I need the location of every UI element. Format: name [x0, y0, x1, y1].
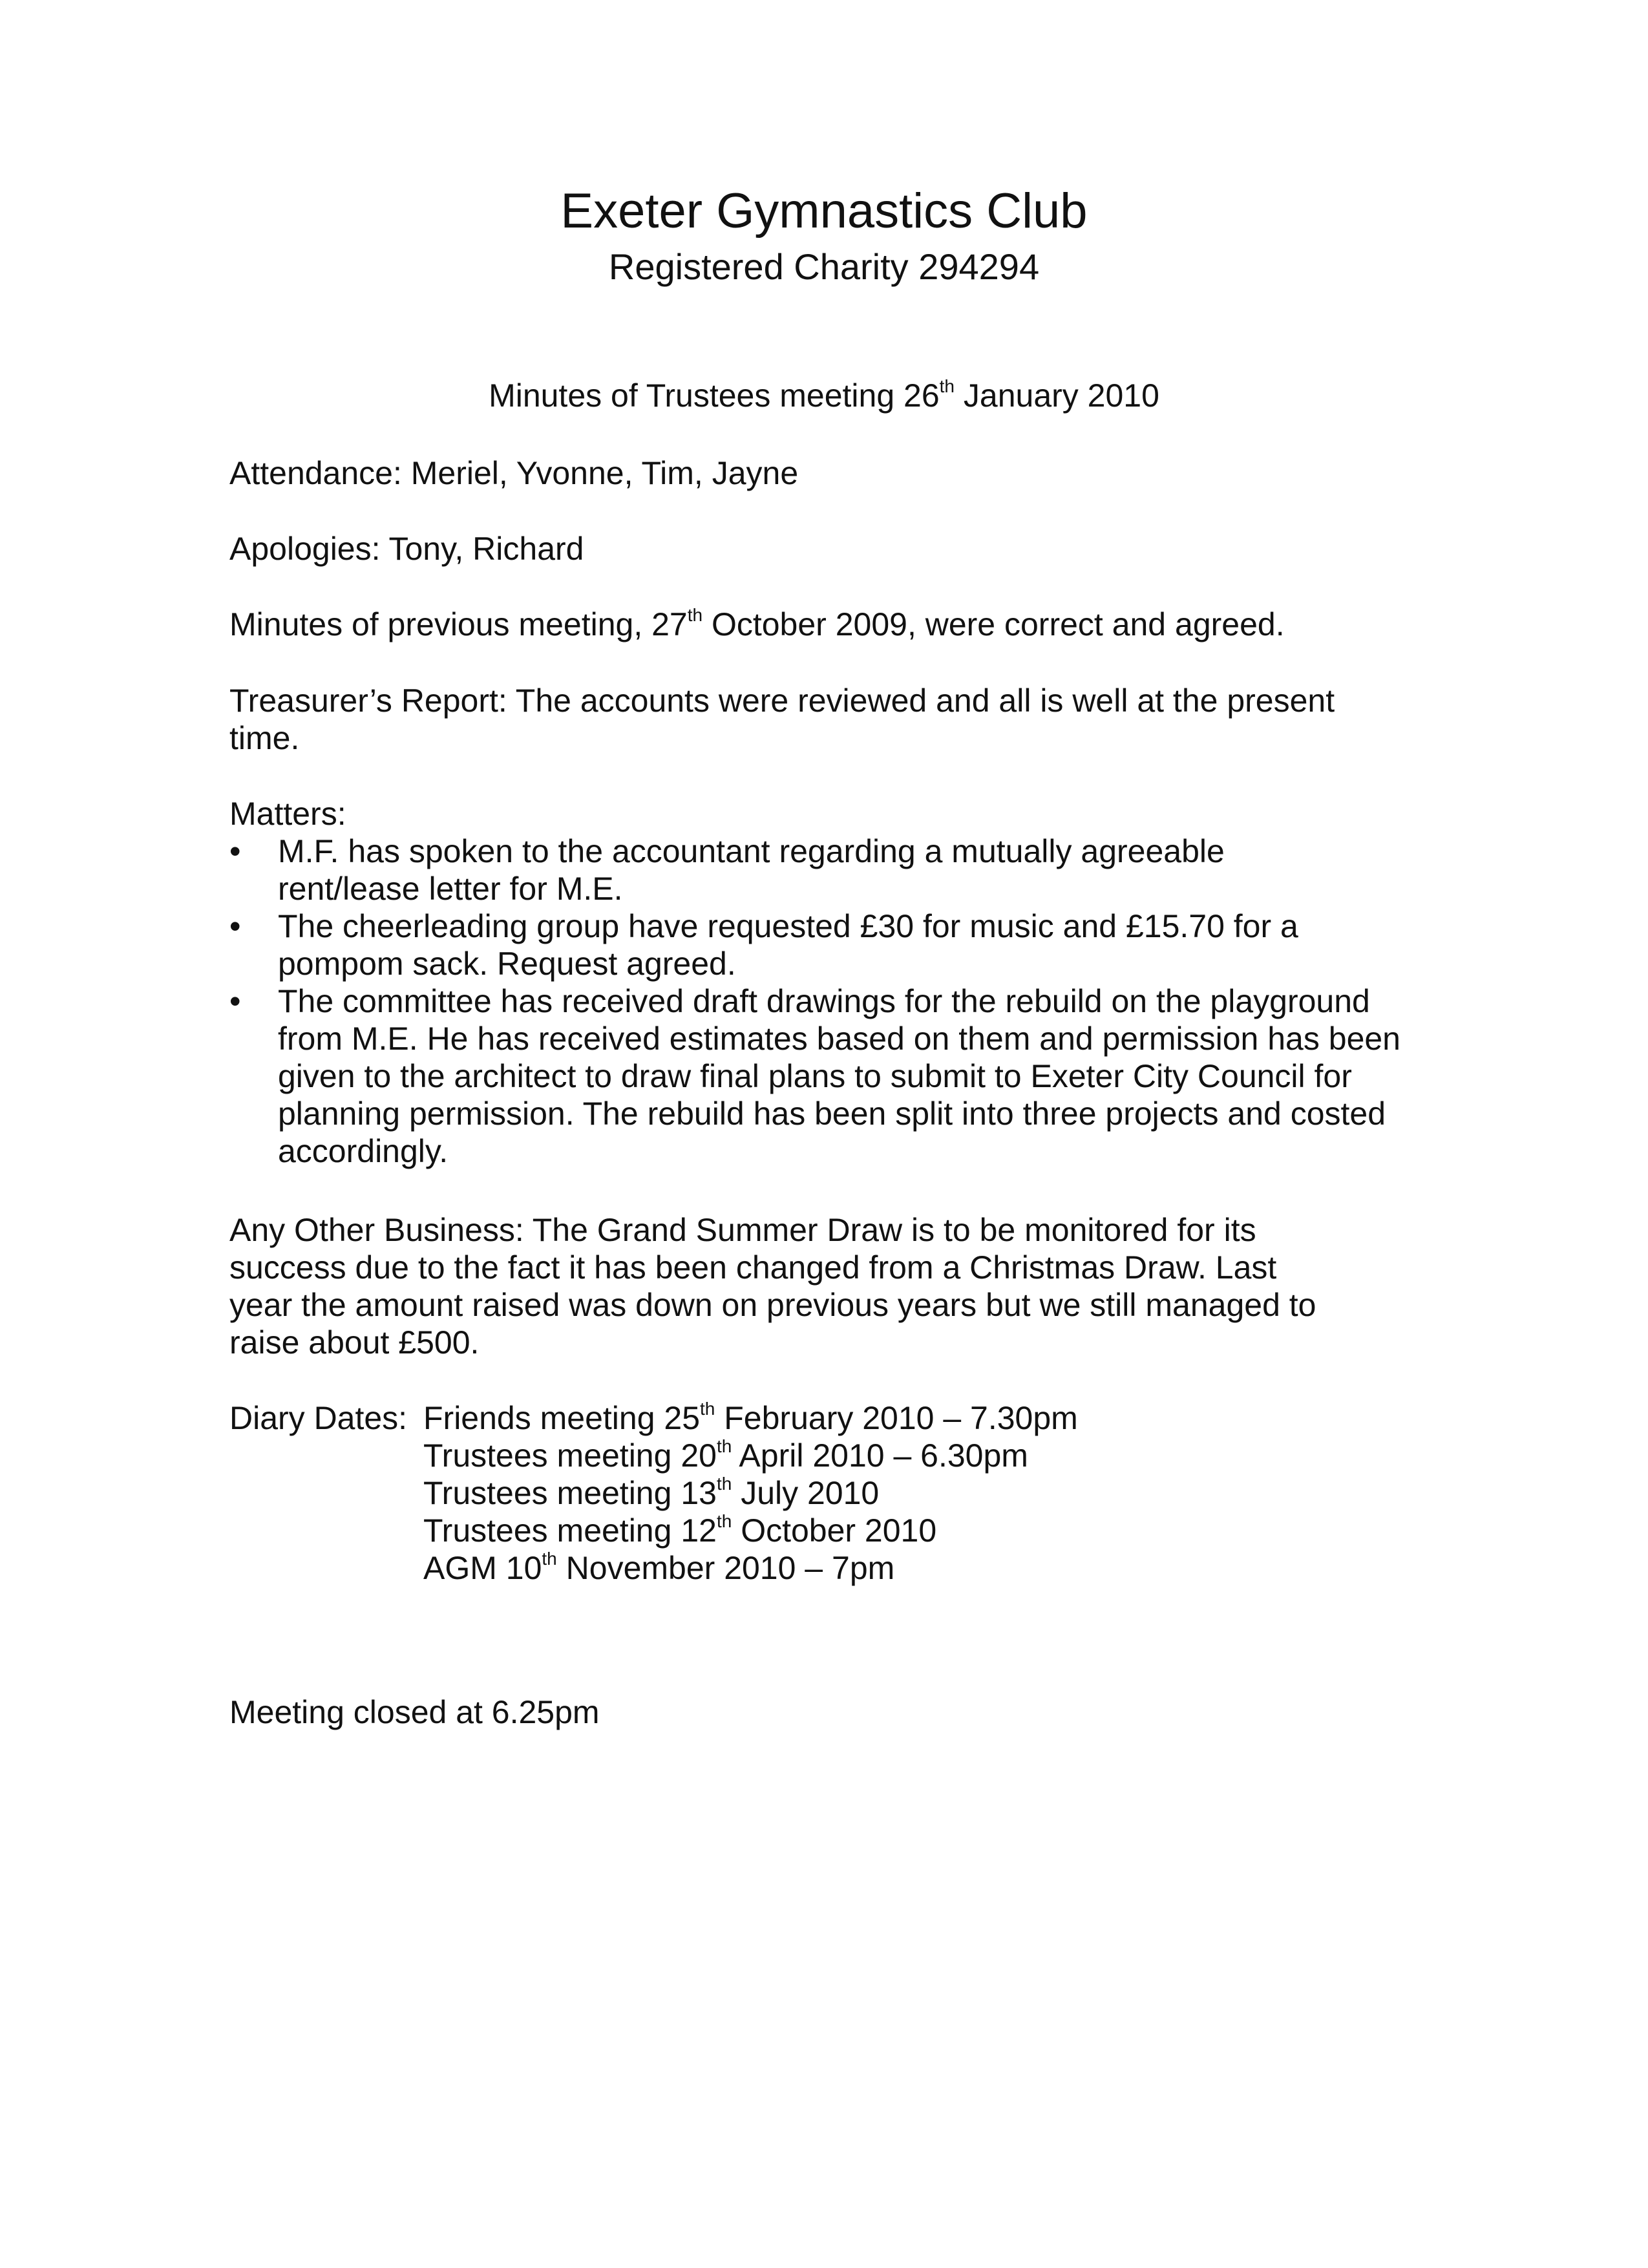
- diary-entry-rest: October 2010: [732, 1512, 937, 1549]
- previous-minutes-text: Minutes of previous meeting, 27: [229, 606, 688, 642]
- diary-entry: [423, 1437, 1078, 1474]
- diary-entry-rest: February 2010 – 7.30pm: [715, 1400, 1078, 1436]
- bullet-icon: •: [229, 983, 241, 1019]
- list-item-text: The cheerleading group have requested £30 for music and £15.70 for a pompom sack. Request agreed.: [278, 908, 1298, 982]
- diary-entry-text: Trustees meeting 20: [423, 1437, 717, 1474]
- bullet-icon: •: [229, 908, 241, 944]
- meeting-title-ordinal: th: [939, 376, 955, 397]
- any-other-business: Any Other Business: The Grand Summer Draw is to be monitored for its success due to the fact it has been changed from a Christmas Draw. Last year the amount raised was down on previous years but we still managed to raise about £500.: [229, 1212, 1316, 1361]
- diary-entry-ordinal: th: [716, 1511, 732, 1532]
- bullet-icon: •: [229, 833, 241, 869]
- matters-section: [229, 795, 1444, 1170]
- diary-entry: [423, 1512, 1078, 1549]
- diary-entry: [423, 1549, 1078, 1587]
- matters-list: [229, 832, 1444, 1170]
- meeting-closed: Meeting closed at 6.25pm: [229, 1694, 600, 1730]
- diary-entry-ordinal: th: [542, 1549, 557, 1569]
- previous-minutes-rest: October 2009, were correct and agreed.: [703, 606, 1285, 642]
- diary-entry-ordinal: th: [700, 1399, 715, 1419]
- charity-number: Registered Charity 294294: [608, 246, 1040, 287]
- diary-entry-rest: April 2010 – 6.30pm: [732, 1437, 1028, 1474]
- list-item: [229, 907, 1402, 982]
- diary-entry: [423, 1399, 1078, 1437]
- club-name: Exeter Gymnastics Club: [560, 184, 1088, 238]
- diary-entry-ordinal: th: [716, 1436, 732, 1457]
- meeting-title: [0, 375, 1648, 416]
- apologies: Apologies: Tony, Richard: [229, 531, 584, 567]
- diary-entry-text: Trustees meeting 12: [423, 1512, 717, 1549]
- diary-entry-ordinal: th: [716, 1474, 732, 1494]
- treasurers-report: Treasurer’s Report: The accounts were reviewed and all is well at the present time.: [229, 683, 1335, 756]
- diary-entry-rest: November 2010 – 7pm: [556, 1550, 895, 1586]
- list-item-text: The committee has received draft drawings for the rebuild on the playground from M.E. He has received estimates based on them and permission has been given to the architect to draw final plans to submit to Exeter City Council for planning permission. The rebuild has been split into three projects and costed accordingly.: [278, 983, 1400, 1169]
- diary-entry-rest: July 2010: [732, 1475, 880, 1511]
- list-item-text: M.F. has spoken to the accountant regarding a mutually agreeable rent/lease letter for M.E.: [278, 833, 1225, 907]
- diary-label: Diary Dates:: [229, 1400, 408, 1436]
- list-item: [229, 982, 1425, 1170]
- previous-minutes: [229, 606, 1444, 643]
- previous-minutes-ordinal: th: [687, 605, 703, 626]
- diary-entries: [423, 1399, 1078, 1587]
- diary-entry-text: AGM 10: [423, 1550, 542, 1586]
- meeting-title-text: Minutes of Trustees meeting 26: [489, 377, 940, 414]
- diary-entry-text: Friends meeting 25: [423, 1400, 701, 1436]
- diary-entry-text: Trustees meeting 13: [423, 1475, 717, 1511]
- list-item: [229, 832, 1344, 907]
- attendance: Attendance: Meriel, Yvonne, Tim, Jayne: [229, 455, 799, 491]
- meeting-title-date: January 2010: [955, 377, 1159, 414]
- diary-entry: [423, 1474, 1078, 1512]
- matters-heading: Matters:: [229, 796, 346, 832]
- diary-dates: [229, 1399, 1444, 1587]
